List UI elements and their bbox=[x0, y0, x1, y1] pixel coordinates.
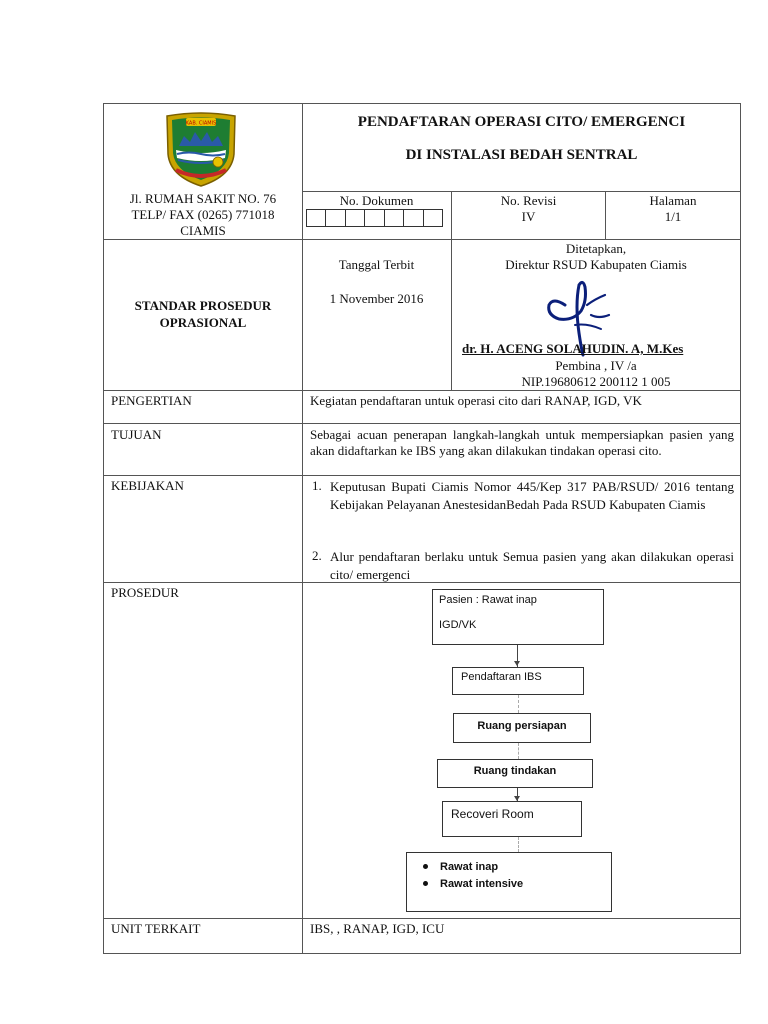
table-border-right bbox=[740, 103, 741, 954]
column-divider bbox=[302, 103, 303, 954]
no-revisi-label: No. Revisi bbox=[500, 193, 557, 208]
table-border-top bbox=[103, 103, 741, 104]
flow-box-pendaftaran-label: Pendaftaran IBS bbox=[461, 671, 542, 683]
flow-arrowhead-1 bbox=[514, 661, 520, 666]
bullet-icon bbox=[423, 881, 428, 886]
flow-box-recoveri-room bbox=[442, 801, 582, 837]
signer-rank: Pembina , IV /a bbox=[555, 358, 637, 373]
ditetapkan-text: Ditetapkan, bbox=[565, 241, 627, 256]
svg-text:KAB. CIAMIS: KAB. CIAMIS bbox=[185, 120, 217, 127]
flow-connector-3 bbox=[518, 743, 519, 759]
document-title-line2: DI INSTALASI BEDAH SENTRAL bbox=[405, 147, 638, 163]
flow-box-ruang-tindakan-label: Ruang tindakan bbox=[473, 765, 557, 777]
tanggal-terbit-label: Tanggal Terbit bbox=[338, 257, 415, 272]
flow-box-ruang-tindakan bbox=[437, 759, 593, 788]
direktur-text: Direktur RSUD Kabupaten Ciamis bbox=[505, 257, 687, 272]
flow-box-pendaftaran bbox=[452, 667, 584, 695]
flow-box-ruang-persiapan bbox=[453, 713, 591, 743]
kebijakan-item-2-number: 2. bbox=[312, 548, 322, 563]
sop-label-line1: STANDAR PROSEDUR bbox=[134, 298, 272, 313]
no-dokumen-label: No. Dokumen bbox=[339, 193, 414, 208]
flow-box-patient-source bbox=[432, 589, 604, 645]
ciamis-logo bbox=[164, 110, 238, 188]
kebijakan-item-1-number: 1. bbox=[312, 478, 322, 493]
document-title-line1: PENDAFTARAN OPERASI CITO/ EMERGENCI bbox=[357, 114, 686, 130]
no-dokumen-boxes bbox=[306, 209, 443, 227]
kebijakan-label: KEBIJAKAN bbox=[111, 478, 184, 493]
flow-outcome-item bbox=[423, 875, 611, 892]
sop-label-line2: OPRASIONAL bbox=[159, 315, 247, 330]
flow-box-outcome bbox=[406, 852, 612, 912]
flow-box-patient-line1: Pasien : Rawat inap bbox=[439, 594, 537, 606]
row-line-1 bbox=[103, 239, 741, 240]
flow-outcome-rawat-intensive: Rawat intensive bbox=[440, 877, 524, 890]
unit-terkait-text: IBS, , RANAP, IGD, ICU bbox=[310, 921, 445, 936]
tujuan-text: Sebagai acuan penerapan langkah-langkah untuk mempersiapkan pasien yang akan didaftarkan ke IBS yang akan dilakukan tindakan operasi cito. bbox=[310, 427, 734, 458]
row-line-6 bbox=[103, 918, 741, 919]
tanggal-terbit-value: 1 November 2016 bbox=[329, 291, 424, 306]
tujuan-label: TUJUAN bbox=[111, 427, 162, 442]
flow-box-ruang-persiapan-label: Ruang persiapan bbox=[477, 720, 567, 732]
address-line1: Jl. RUMAH SAKIT NO. 76 bbox=[129, 191, 277, 206]
table-border-bottom bbox=[103, 953, 741, 954]
header-subrow-line bbox=[302, 191, 741, 192]
pengertian-label: PENGERTIAN bbox=[111, 393, 192, 408]
flow-box-patient-line2: IGD/VK bbox=[439, 619, 477, 631]
row-line-4 bbox=[103, 475, 741, 476]
pengertian-text: Kegiatan pendaftaran untuk operasi cito dari RANAP, IGD, VK bbox=[310, 393, 642, 408]
row-line-3 bbox=[103, 423, 741, 424]
kebijakan-item-1: Keputusan Bupati Ciamis Nomor 445/Kep 317 PAB/RSUD/ 2016 tentang Kebijakan Pelayanan AnestesidanBedah Pada RSUD Kabupaten Ciamis bbox=[330, 479, 734, 512]
unit-terkait-label: UNIT TERKAIT bbox=[111, 921, 201, 936]
address-line2: TELP/ FAX (0265) 771018 bbox=[131, 207, 275, 222]
flow-outcome-rawat-inap: Rawat inap bbox=[440, 860, 499, 873]
signer-nip: NIP.19680612 200112 1 005 bbox=[521, 374, 671, 389]
signer-name: dr. H. ACENG SOLAHUDIN. A, M.Kes bbox=[462, 341, 684, 356]
flow-outcome-item bbox=[423, 858, 611, 875]
prosedur-label: PROSEDUR bbox=[111, 585, 179, 600]
address-line3: CIAMIS bbox=[180, 223, 226, 238]
kebijakan-item-2: Alur pendaftaran berlaku untuk Semua pasien yang akan dilakukan operasi cito/ emergenci bbox=[330, 549, 734, 582]
flow-connector-2 bbox=[518, 695, 519, 713]
flow-connector-5 bbox=[518, 837, 519, 852]
no-revisi-value: IV bbox=[521, 209, 536, 224]
halaman-value: 1/1 bbox=[664, 209, 682, 224]
flow-box-recoveri-room-label: Recoveri Room bbox=[451, 807, 534, 821]
bullet-icon bbox=[423, 864, 428, 869]
row-line-2 bbox=[103, 390, 741, 391]
halaman-label: Halaman bbox=[649, 193, 697, 208]
